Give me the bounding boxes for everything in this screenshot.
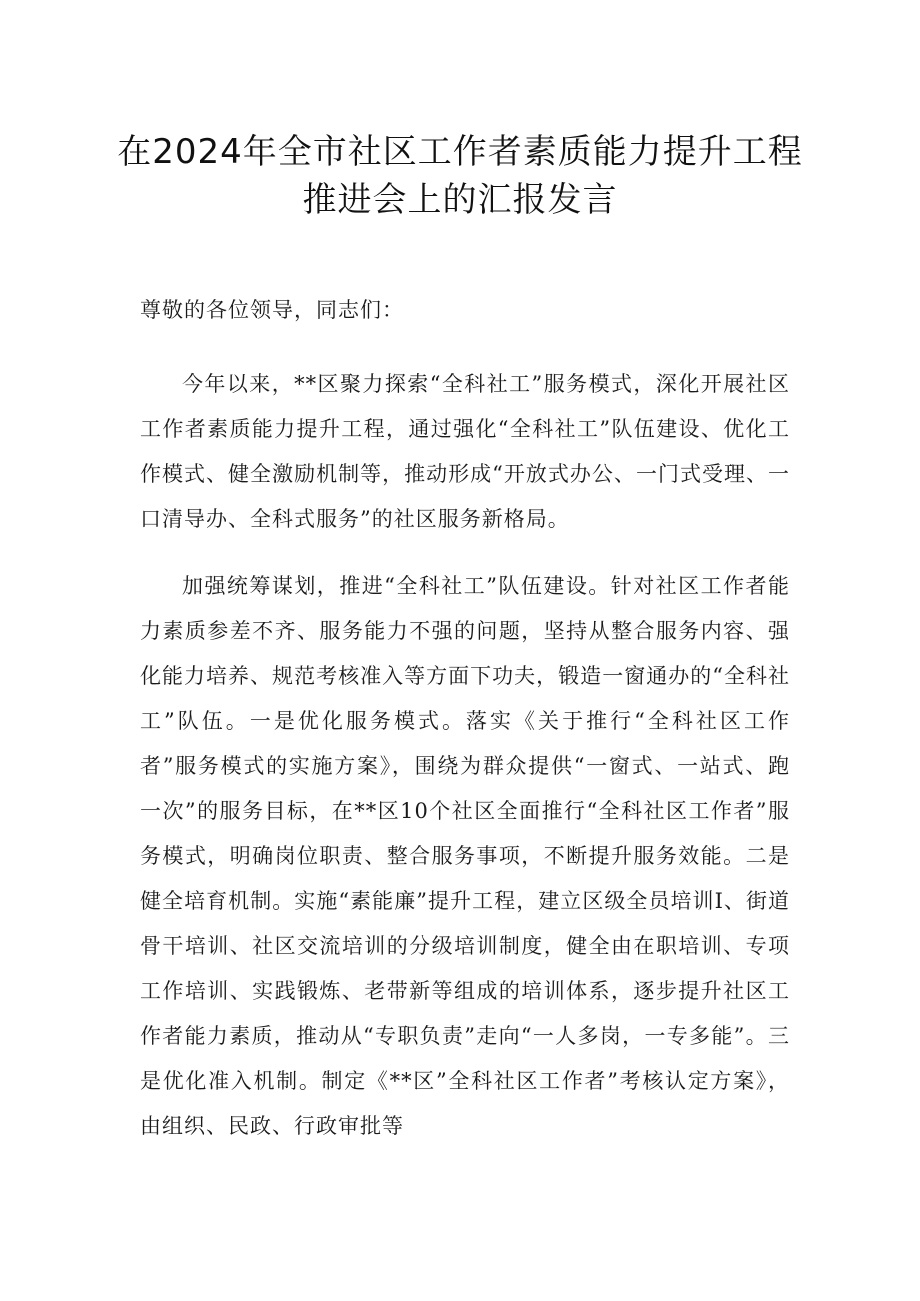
salutation: 尊敬的各位领导，同志们：: [140, 298, 404, 322]
paragraph-team-building: 加强统筹谋划，推进“全科社工”队伍建设。针对社区工作者能力素质参差不齐、服务能力不强的问题，坚持从整合服务内容、强化能力培养、规范考核准入等方面下功夫，锻造一窗通办的“全科社工”队伍。一是优化服务模式。落实《关于推行“全科社区工作者”服务模式的实施方案》，围绕为群众提供“一窗式、一站式、跑一次”的服务目标，在**区10个社区全面推行“全科社区工作者”服务模式，明确岗位职责、整合服务事项，不断提升服务效能。二是健全培育机制。实施“素能廉”提升工程，建立区级全员培训I、街道骨干培训、社区交流培训的分级培训制度，健全由在职培训、专项工作培训、实践锻炼、老带新等组成的培训体系，逐步提升社区工作者能力素质，推动从“专职负责”走向“一人多岗，一专多能”。三是优化准入机制。制定《**区”全科社区工作者”考核认定方案》，由组织、民政、行政审批等: [140, 574, 790, 1138]
paragraph-intro: 今年以来，**区聚力探索“全科社工”服务模式，深化开展社区工作者素质能力提升工程，通过强化“全科社工”队伍建设、优化工作模式、健全激励机制等，推动形成“开放式办公、一门式受理、一口清导办、全科式服务”的社区服务新格局。: [140, 372, 790, 531]
document-title: 在2024年全市社区工作者素质能力提升工程推进会上的汇报发言: [117, 132, 803, 220]
document-body: [140, 292, 790, 1171]
